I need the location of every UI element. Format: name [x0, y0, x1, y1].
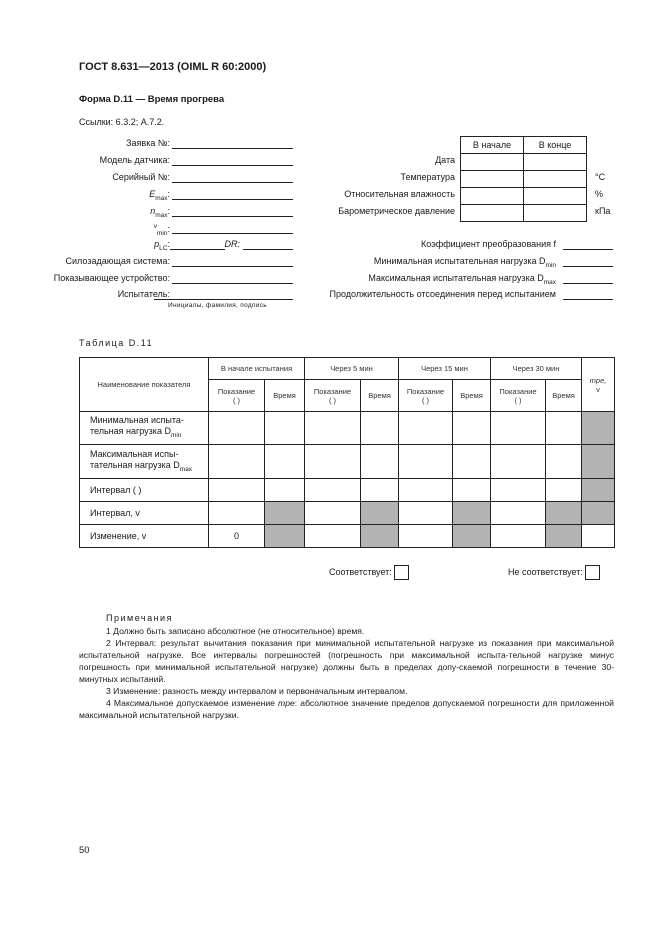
- table-cell: [399, 502, 453, 525]
- table-cell: [361, 412, 399, 445]
- table-cell: [305, 525, 361, 548]
- conv-coef-label: Коэффициент преобразования f: [421, 239, 556, 249]
- table-cell: [399, 412, 453, 445]
- field-vmin-line: [172, 233, 293, 234]
- table-row: [80, 525, 615, 548]
- field-min-load: [300, 256, 613, 269]
- field-model: [70, 155, 295, 168]
- sub-header-indication: Показание ( ): [491, 380, 546, 412]
- unit-humidity: %: [595, 189, 604, 199]
- table-cell-shaded: [453, 502, 491, 525]
- table-cell: [546, 479, 582, 502]
- env-cell: [524, 188, 587, 205]
- col-header-name: Наименование показателя: [80, 358, 209, 412]
- field-emax-line: [172, 199, 293, 200]
- not-complies-field: [508, 565, 600, 580]
- min-load-line: [563, 266, 613, 267]
- row-label-min-load: Минимальная испыта- тельная нагрузка $D_{min}$: [80, 412, 209, 445]
- form-title: Форма D.11 — Время прогрева: [79, 94, 225, 105]
- env-humidity-label: Относительная влажность: [344, 189, 455, 199]
- field-indicator-label: Показывающее устройство:: [53, 273, 170, 283]
- table-cell-shaded: [265, 502, 305, 525]
- table-cell: [582, 525, 615, 548]
- env-cell: [461, 171, 524, 188]
- table-cell: [209, 479, 265, 502]
- env-cell: [524, 205, 587, 222]
- field-model-line: [172, 165, 293, 166]
- field-nmax-line: [172, 216, 293, 217]
- field-tester: [70, 289, 295, 302]
- table-cell: [491, 479, 546, 502]
- table-cell-shaded: [546, 502, 582, 525]
- table-cell-shaded: [582, 412, 615, 445]
- col-header-mpe: mpe, v: [582, 358, 615, 412]
- sub-header-time: Время: [265, 380, 305, 412]
- table-cell: [399, 479, 453, 502]
- unit-temperature: °C: [595, 172, 606, 182]
- table-cell-shaded: [265, 525, 305, 548]
- table-cell: [305, 445, 361, 479]
- field-indicator-line: [172, 283, 293, 284]
- sub-header-indication: Показание ( ): [305, 380, 361, 412]
- table-cell: [361, 479, 399, 502]
- page-number: 50: [79, 845, 90, 856]
- sub-header-indication: Показание ( ): [399, 380, 453, 412]
- field-order-label: Заявка №:: [126, 138, 170, 148]
- env-cell: [461, 154, 524, 171]
- table-cell: [265, 479, 305, 502]
- table-cell: [399, 525, 453, 548]
- table-cell: [453, 412, 491, 445]
- field-force-system-line: [172, 266, 293, 267]
- field-model-label: Модель датчика:: [99, 155, 170, 165]
- row-label-interval: Интервал ( ): [80, 479, 209, 502]
- field-plc-label: $p_{LC}$:: [154, 239, 170, 252]
- table-cell: [399, 445, 453, 479]
- table-cell: [265, 412, 305, 445]
- table-cell: [361, 445, 399, 479]
- max-load-label: Максимальная испытательная нагрузка $D_{max}$: [368, 273, 556, 286]
- table-cell: [453, 445, 491, 479]
- env-cell: [461, 205, 524, 222]
- group-header: Через 15 мин: [399, 358, 491, 380]
- not-complies-label: Не соответствует:: [508, 566, 583, 577]
- sub-header-time: Время: [361, 380, 399, 412]
- references: Ссылки: 6.3.2; А.7.2.: [79, 117, 165, 127]
- tester-hint: Инициалы, фамилия, подпись: [168, 302, 267, 309]
- table-cell: [453, 479, 491, 502]
- table-cell: [305, 412, 361, 445]
- table-cell: [305, 502, 361, 525]
- env-cell: [524, 154, 587, 171]
- field-emax: [70, 189, 295, 202]
- env-temperature-label: Температура: [400, 172, 455, 182]
- group-header: Через 5 мин: [305, 358, 399, 380]
- field-nmax-label: $n_{max}$:: [150, 206, 170, 219]
- table-cell-shaded: [582, 445, 615, 479]
- row-label-change: Изменение, v: [80, 525, 209, 548]
- table-row: [80, 445, 615, 479]
- table-cell: [491, 445, 546, 479]
- table-cell: [491, 525, 546, 548]
- table-cell: [209, 445, 265, 479]
- unit-pressure: кПа: [595, 206, 611, 216]
- field-dr-label: DR:: [224, 239, 240, 249]
- field-plc-dr: [70, 239, 295, 252]
- sub-header-indication: Показание ( ): [209, 380, 265, 412]
- table-row: [80, 502, 615, 525]
- complies-checkbox[interactable]: [394, 565, 409, 580]
- field-vmin: [70, 223, 295, 236]
- table-cell: [546, 445, 582, 479]
- field-serial-line: [172, 182, 293, 183]
- env-cell: [461, 188, 524, 205]
- env-date-label: Дата: [435, 155, 455, 165]
- max-load-line: [563, 283, 613, 284]
- note-1: 1 Должно быть записано абсолютное (не относительное) время.: [106, 626, 365, 636]
- sub-header-time: Время: [546, 380, 582, 412]
- field-max-load: [300, 273, 613, 286]
- table-cell-shaded: [453, 525, 491, 548]
- notes-heading: Примечания: [106, 613, 173, 623]
- complies-label: Соответствует:: [329, 566, 392, 577]
- env-pressure-label: Барометрическое давление: [338, 206, 455, 216]
- field-order: [70, 138, 295, 151]
- field-tester-label: Испытатель:: [117, 289, 170, 299]
- field-force-system-label: Силозадающая система:: [65, 256, 170, 266]
- disconnect-label: Продолжительность отсоединения перед испытанием: [329, 289, 556, 299]
- field-indicator: [53, 273, 295, 286]
- field-order-line: [172, 148, 293, 149]
- field-plc-line: [170, 249, 225, 250]
- field-tester-line: [154, 299, 293, 300]
- row-label-interval-v: Интервал, v: [80, 502, 209, 525]
- field-dr-line: [243, 249, 293, 250]
- table-row: [80, 412, 615, 445]
- table-cell: [305, 479, 361, 502]
- row-label-max-load: Максимальная испы- тательная нагрузка $D_{max}$: [80, 445, 209, 479]
- table-cell: [265, 445, 305, 479]
- table-cell: [209, 502, 265, 525]
- sub-header-time: Время: [453, 380, 491, 412]
- table-cell: [491, 412, 546, 445]
- table-cell: [546, 412, 582, 445]
- field-disconnect-duration: [300, 289, 613, 302]
- env-cell: [524, 171, 587, 188]
- group-header: Через 30 мин: [491, 358, 582, 380]
- env-col-end: В конце: [524, 137, 587, 154]
- note-3: 3 Изменение: разность между интервалом и первоначальным интервалом.: [106, 686, 408, 696]
- disconnect-line: [563, 299, 613, 300]
- table-cell-shaded: [361, 502, 399, 525]
- table-cell-shaded: [582, 479, 615, 502]
- conv-coef-line: [563, 249, 613, 250]
- min-load-label: Минимальная испытательная нагрузка $D_{min}$: [373, 256, 556, 269]
- table-cell-shaded: [361, 525, 399, 548]
- not-complies-checkbox[interactable]: [585, 565, 600, 580]
- complies-field: [329, 565, 409, 580]
- table-cell: [491, 502, 546, 525]
- table-cell: [209, 412, 265, 445]
- warmup-table: [79, 357, 615, 548]
- note-4: 4 Максимальное допускаемое изменение mpe: абсолютное значение пределов допускаемой погрешности для приложенной максимальной испытательной нагрузки.: [79, 698, 614, 720]
- env-col-start: В начале: [461, 137, 524, 154]
- field-nmax: [70, 206, 295, 219]
- table-cell-shaded: [582, 502, 615, 525]
- document-title: ГОСТ 8.631—2013 (OIML R 60:2000): [79, 61, 267, 73]
- note-2: 2 Интервал: результат вычитания показания при минимальной испытательной нагрузке из показания при максимальной испытательной нагрузке. Все интервалы погрешностей (погрешность при максимальной испыта-тельной нагрузке минус погрешность при минимальной испытательной нагрузке) должны быть в пределах допу-скаемой погрешности в течение 30-минутных испытаний.: [79, 638, 614, 684]
- field-conversion-coefficient: [300, 239, 613, 252]
- group-header: В начале испытания: [209, 358, 305, 380]
- field-emax-label: $E_{max}$:: [149, 189, 170, 202]
- field-serial: [70, 172, 295, 185]
- table-caption: Таблица D.11: [79, 338, 154, 348]
- table-row: [80, 479, 615, 502]
- table-cell-zero: 0: [209, 525, 265, 548]
- environment-table: [460, 136, 587, 222]
- table-cell-shaded: [546, 525, 582, 548]
- field-vmin-label: $^v_{min}$:: [153, 223, 170, 237]
- field-force-system: [65, 256, 295, 269]
- field-serial-label: Серийный №:: [112, 172, 170, 182]
